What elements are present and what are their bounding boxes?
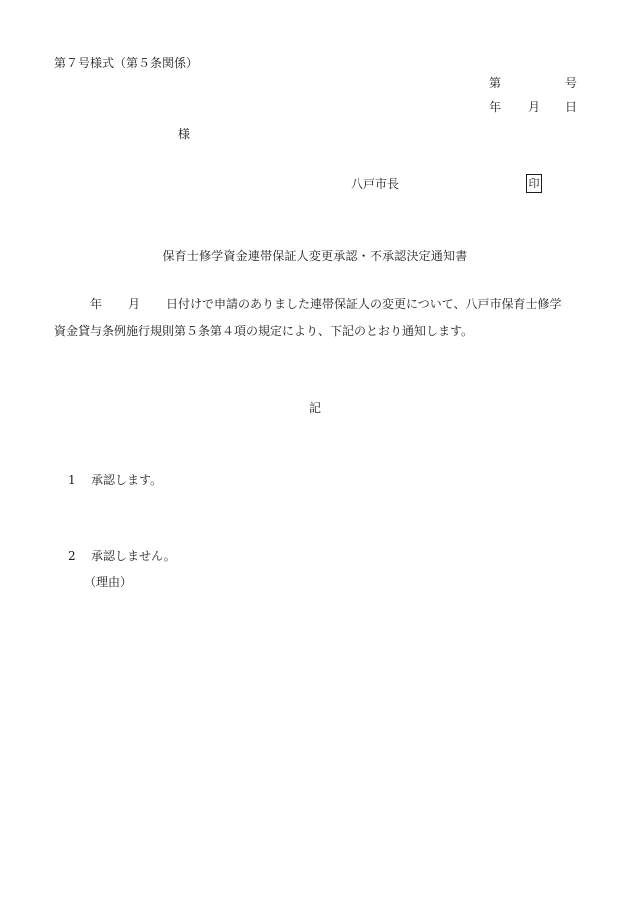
body-year-label: 年 (90, 297, 103, 311)
document-number-prefix: 第 (489, 76, 502, 90)
form-number: 第７号様式（第５条関係） (54, 56, 199, 70)
reason-label: （理由） (84, 575, 133, 589)
sender-title: 八戸市長 (351, 177, 400, 191)
ki-heading: 記 (308, 401, 321, 415)
date-year-label: 年 (489, 100, 502, 114)
body-text-line-2: 資金貸与条例施行規則第５条第４項の規定により、下記のとおり通知します。 (54, 324, 474, 338)
seal-mark: 印 (526, 174, 542, 193)
recipient-honorific: 様 (178, 127, 191, 141)
option-disapprove-text: 承認しません。 (91, 549, 176, 563)
option-number: 1 (68, 473, 76, 487)
body-month-label: 月 (128, 297, 141, 311)
body-text-line-1: 日付けで申請のありました連帯保証人の変更について、八戸市保育士修学 (166, 297, 562, 311)
date-month-label: 月 (528, 100, 541, 114)
document-number-suffix: 号 (565, 76, 578, 90)
option-number: 2 (68, 549, 76, 563)
option-approve-text: 承認します。 (91, 473, 163, 487)
date-day-label: 日 (565, 100, 578, 114)
document-title: 保育士修学資金連帯保証人変更承認・不承認決定通知書 (162, 249, 468, 263)
